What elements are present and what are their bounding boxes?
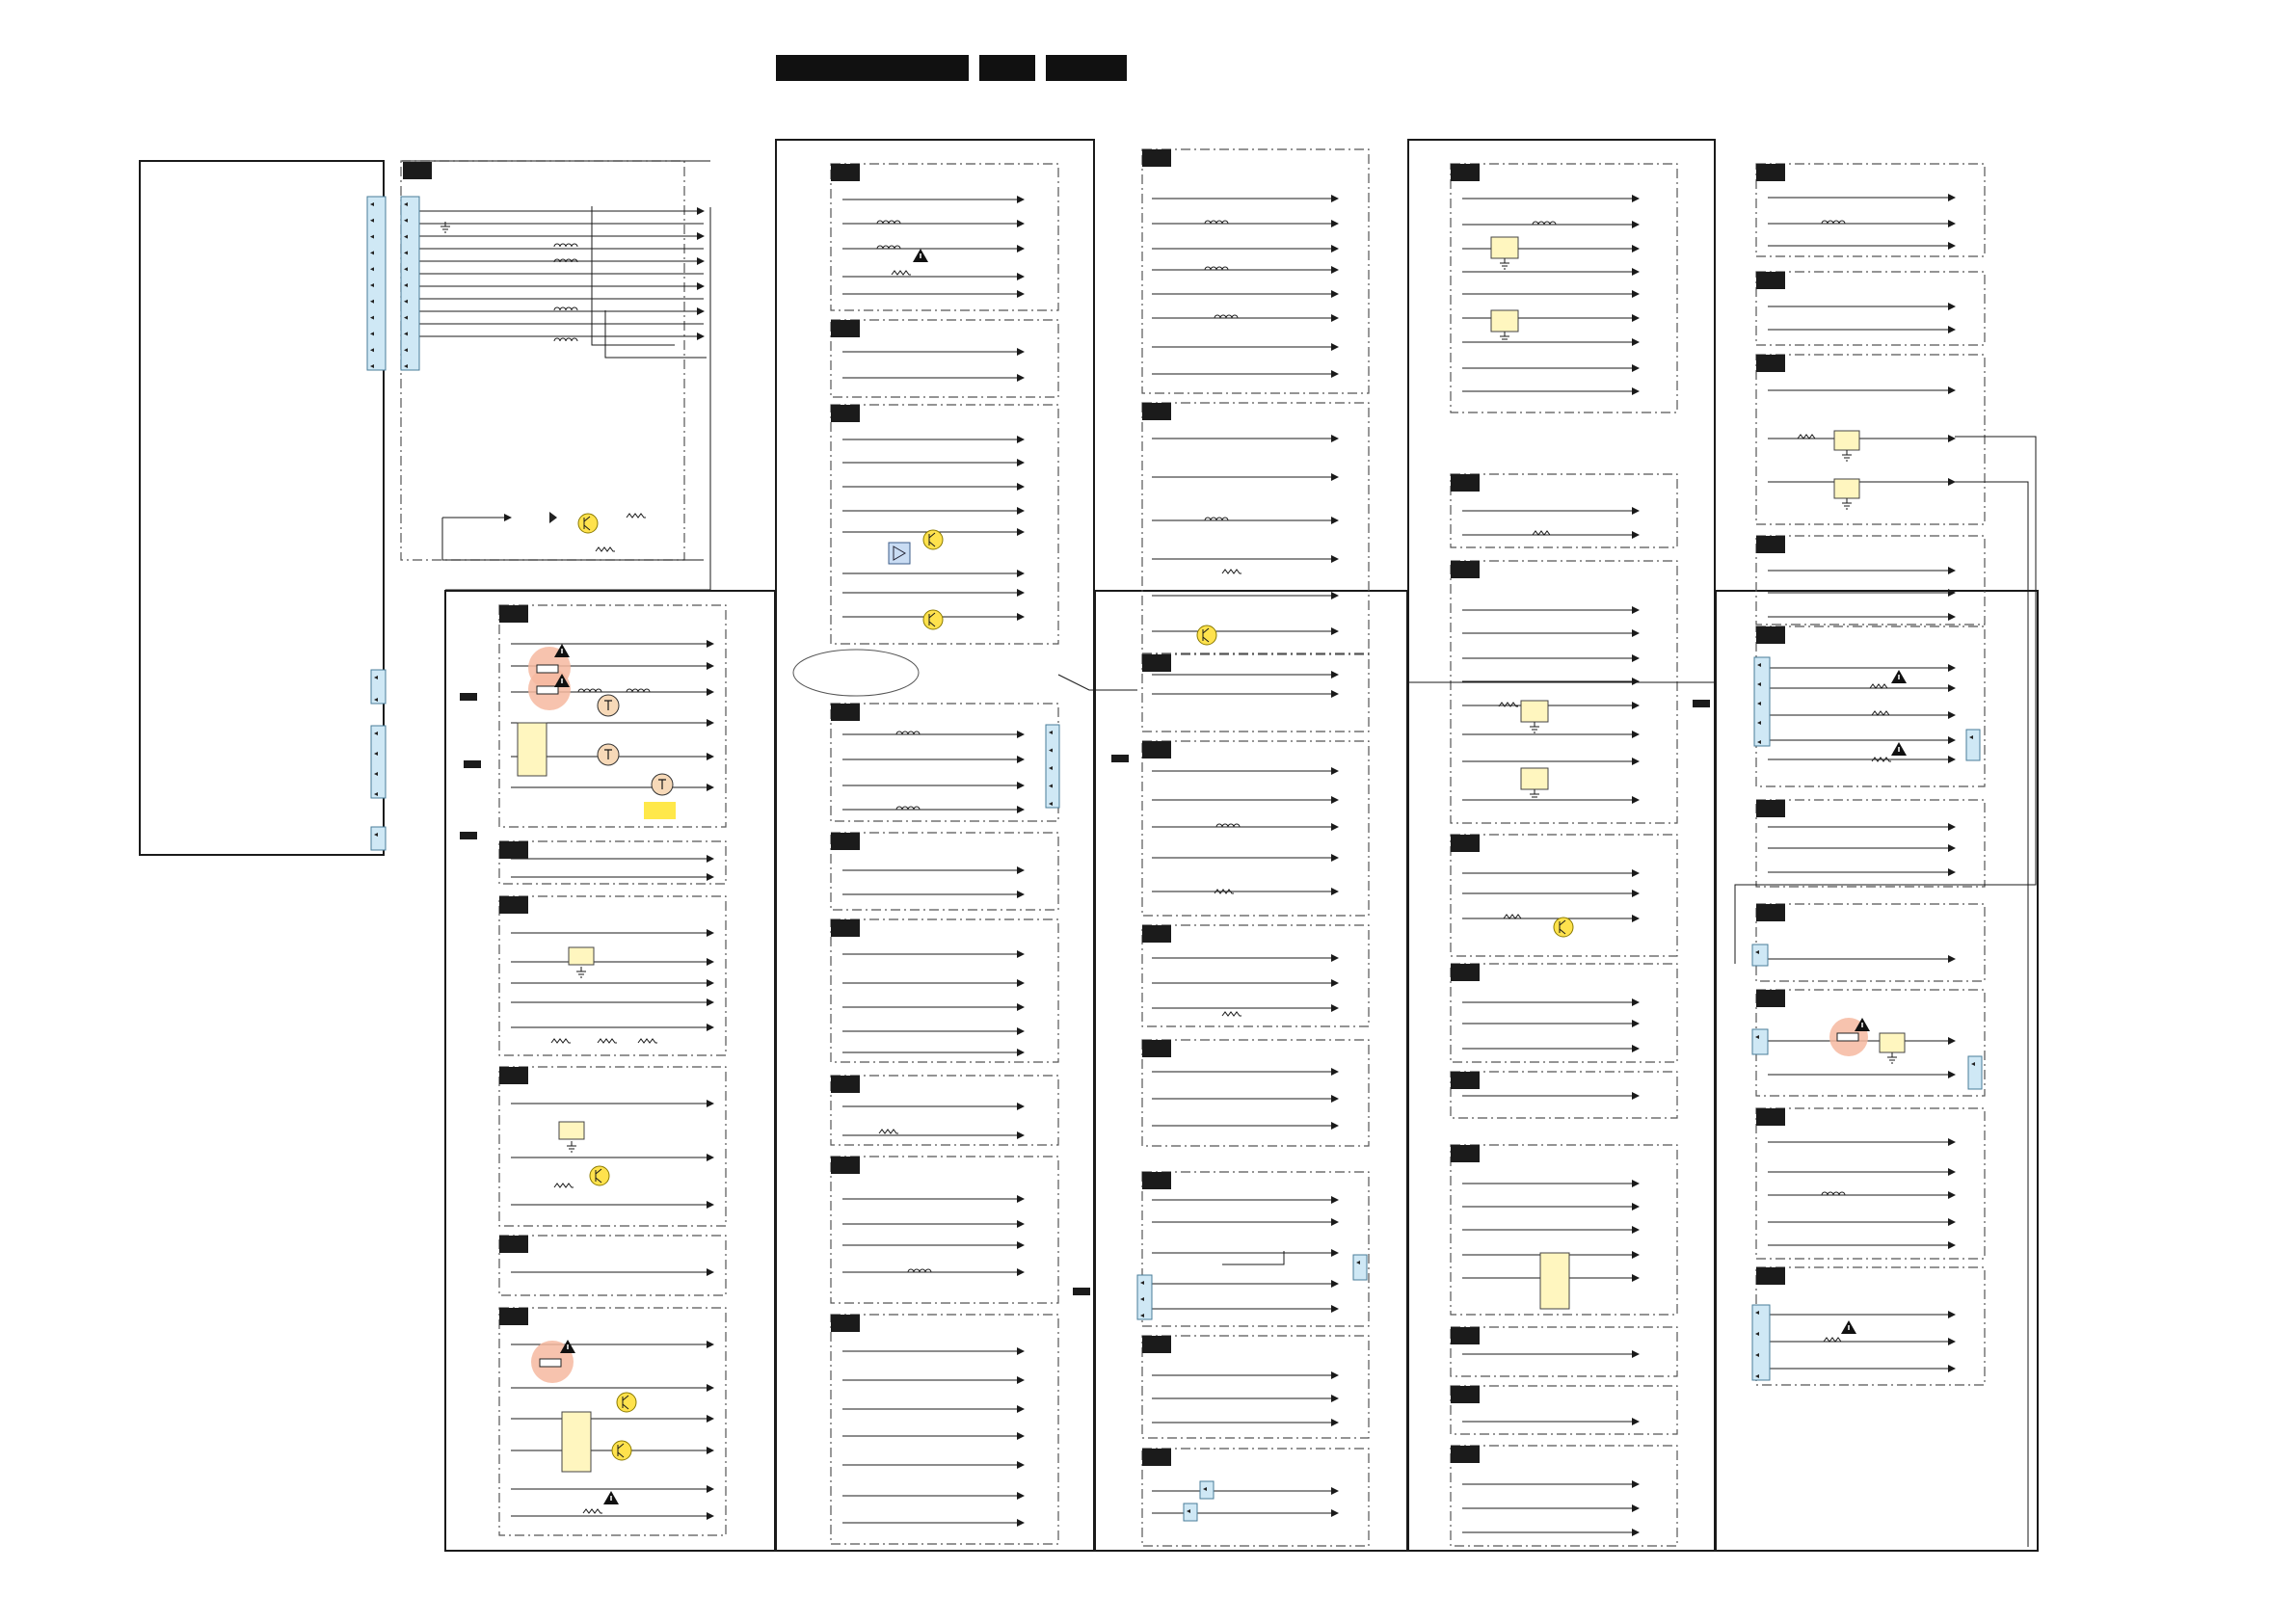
sub-block-frame — [1142, 149, 1369, 393]
sub-block-frame — [831, 704, 1058, 821]
sub-block-frame — [499, 896, 726, 1055]
sub-block-frame — [831, 405, 1058, 644]
diode-icon — [549, 512, 557, 523]
sub-block-frame — [831, 320, 1058, 397]
sub-block-frame — [831, 164, 1058, 310]
resistor-icon — [551, 1039, 571, 1043]
signal-wire — [605, 310, 707, 358]
block-tag — [1451, 835, 1480, 852]
frame-box — [140, 161, 384, 855]
sub-block-frame — [831, 1157, 1058, 1303]
ground-icon — [1842, 498, 1852, 509]
fuse-icon — [540, 1359, 561, 1367]
block-tag — [1756, 626, 1785, 644]
resistor-icon — [583, 1509, 602, 1513]
connector — [1754, 657, 1770, 746]
sub-block-frame — [1142, 403, 1369, 653]
ic-chip — [559, 1122, 584, 1139]
block-tag — [831, 833, 860, 850]
sub-block-frame — [831, 1315, 1058, 1544]
inductor-icon — [554, 338, 577, 341]
inductor-icon — [554, 244, 577, 247]
sub-block-frame — [1142, 654, 1369, 732]
ground-icon — [1530, 722, 1539, 732]
connector — [1353, 1255, 1367, 1280]
ground-icon — [1842, 450, 1852, 461]
block-tag — [1451, 1145, 1480, 1162]
block-tag — [1142, 925, 1171, 943]
resistor-icon — [1533, 531, 1552, 535]
block-tag — [831, 919, 860, 937]
sub-block-frame — [831, 919, 1058, 1062]
resistor-icon — [1222, 1012, 1241, 1016]
block-tag — [1693, 700, 1710, 707]
block-tag — [1756, 1267, 1785, 1285]
sub-block-frame — [1451, 1327, 1677, 1376]
transistor-icon — [1197, 625, 1216, 645]
resistor-icon — [1870, 684, 1889, 688]
ellipse-annotation — [793, 650, 919, 696]
sub-block-frame — [1451, 164, 1677, 412]
fuse-icon — [1837, 1033, 1858, 1041]
sub-block-frame — [1142, 1040, 1369, 1146]
sub-block-frame — [1451, 835, 1677, 956]
connector — [1752, 945, 1768, 966]
ic-chip — [518, 723, 547, 776]
connector — [1752, 1029, 1768, 1054]
connector — [401, 197, 419, 370]
signal-wires — [402, 161, 2036, 1547]
block-tag — [460, 693, 477, 701]
block-tag — [1142, 1172, 1171, 1189]
ic-chip — [1491, 310, 1518, 332]
block-tag — [1142, 654, 1171, 672]
inductor-icon — [554, 307, 577, 310]
block-tag — [1451, 1327, 1480, 1344]
yellow-label-block — [644, 802, 676, 819]
connector — [371, 726, 386, 798]
sub-block-frame — [831, 833, 1058, 910]
transistor-icon — [617, 1393, 636, 1412]
fuse-icon — [537, 665, 558, 673]
sub-block-frame — [499, 605, 726, 827]
sub-block-frame — [1451, 561, 1677, 823]
block-tag — [499, 896, 528, 914]
ground-icon — [1887, 1052, 1897, 1063]
signal-wire — [445, 207, 710, 590]
sub-block-frame — [1756, 1108, 1985, 1259]
block-tag — [1451, 1446, 1480, 1463]
ic-chip — [1521, 768, 1548, 789]
block-tag — [499, 1308, 528, 1325]
sub-block-frames — [401, 149, 1985, 1546]
resistor-icon — [598, 1039, 617, 1043]
sub-block-frame — [1142, 1172, 1369, 1326]
sub-block-frame — [1142, 1449, 1369, 1546]
resistor-icon — [1872, 711, 1891, 715]
ground-icon — [1530, 789, 1539, 800]
sub-block-frame — [1756, 272, 1985, 345]
resistor-icon — [638, 1039, 657, 1043]
block-tag — [831, 1315, 860, 1332]
block-tag — [403, 162, 432, 179]
block-tag — [1451, 1072, 1480, 1089]
ic-chip — [1491, 237, 1518, 258]
sub-block-frame — [1756, 536, 1985, 625]
block-tag — [1142, 149, 1171, 167]
ic-chip — [569, 947, 594, 965]
block-tag — [831, 704, 860, 721]
block-tag — [1142, 1449, 1171, 1466]
transistor-icon — [923, 530, 943, 549]
ic-chip — [562, 1412, 591, 1472]
connector — [1966, 730, 1980, 760]
sub-block-frame — [499, 1236, 726, 1295]
block-tag — [1451, 1386, 1480, 1403]
transistor-icon — [612, 1441, 631, 1460]
opamp-icon — [889, 543, 910, 564]
sub-block-frame — [1451, 1386, 1677, 1434]
block-tag — [1756, 1108, 1785, 1126]
connector — [371, 827, 386, 850]
signal-wire — [1735, 437, 2036, 964]
block-tag — [1451, 164, 1480, 181]
block-tag — [1451, 561, 1480, 578]
transistor-icon — [590, 1166, 609, 1185]
transistor-icon — [923, 610, 943, 629]
connector — [1752, 1305, 1770, 1380]
resistor-icon — [1824, 1338, 1843, 1342]
resistor-icon — [892, 271, 911, 275]
ground-icon — [576, 967, 586, 977]
sub-block-frame — [1451, 1446, 1677, 1546]
block-tag — [831, 1157, 860, 1174]
block-tag — [1142, 1336, 1171, 1353]
ground-icon — [1500, 258, 1509, 269]
sub-block-frame — [401, 161, 684, 560]
block-tag — [831, 405, 860, 422]
resistor-icon — [554, 1184, 574, 1187]
sub-block-frame — [1756, 990, 1985, 1096]
ic-chip — [1834, 479, 1859, 498]
block-tag — [499, 841, 528, 859]
sub-block-frame — [1756, 904, 1985, 981]
block-tag — [831, 164, 860, 181]
ic-chip — [1880, 1033, 1905, 1052]
sub-block-frame — [1451, 964, 1677, 1062]
block-tag — [460, 832, 477, 839]
signal-wire — [1058, 675, 1137, 690]
resistor-icon — [879, 1130, 898, 1133]
ic-chip — [1521, 701, 1548, 722]
sub-block-frame — [499, 1067, 726, 1226]
connector — [1137, 1275, 1152, 1319]
resistor-icon — [596, 547, 615, 551]
block-tag — [1142, 1040, 1171, 1057]
transistor-icon — [1554, 918, 1573, 937]
resistor-icon — [1504, 915, 1523, 918]
fuse-icon — [537, 686, 558, 694]
block-tag — [1756, 536, 1785, 553]
sub-block-frame — [1142, 925, 1369, 1026]
block-tag — [1073, 1288, 1090, 1295]
sub-block-frame — [1756, 1267, 1985, 1385]
connector — [371, 670, 386, 704]
sub-block-frame — [1756, 355, 1985, 524]
sub-block-frame — [1451, 1072, 1677, 1118]
block-tag — [1111, 755, 1129, 762]
signal-wire — [442, 518, 704, 560]
ic-chip — [1540, 1253, 1569, 1309]
ground-icon — [1500, 332, 1509, 342]
block-tag — [464, 760, 481, 768]
connector — [1968, 1056, 1982, 1089]
block-tag — [1142, 403, 1171, 420]
sub-block-frame — [1756, 164, 1985, 256]
ic-chip — [1834, 431, 1859, 450]
block-tag — [1756, 355, 1785, 372]
signal-wire — [1955, 482, 2028, 1547]
resistor-icon — [1222, 570, 1241, 573]
block-tag — [1451, 964, 1480, 981]
block-tag — [1756, 904, 1785, 921]
sub-block-frame — [831, 1076, 1058, 1145]
connector — [367, 197, 386, 370]
ground-icon — [567, 1141, 576, 1152]
block-tag — [499, 605, 528, 623]
resistor-icon — [627, 514, 646, 518]
transistor-icon — [578, 514, 598, 533]
block-tag — [1756, 164, 1785, 181]
resistor-icon — [1798, 435, 1817, 439]
block-tag — [499, 1067, 528, 1084]
block-tag — [831, 320, 860, 337]
block-tag — [1756, 800, 1785, 817]
block-tag — [499, 1236, 528, 1253]
block-tag — [1756, 990, 1785, 1007]
sub-block-frame — [1142, 741, 1369, 916]
sub-block-frame — [1756, 626, 1985, 786]
sub-block-frame — [1756, 800, 1985, 887]
block-tag — [1756, 272, 1785, 289]
block-tag — [1451, 474, 1480, 492]
block-tag — [831, 1076, 860, 1093]
block-tag — [1142, 741, 1171, 758]
